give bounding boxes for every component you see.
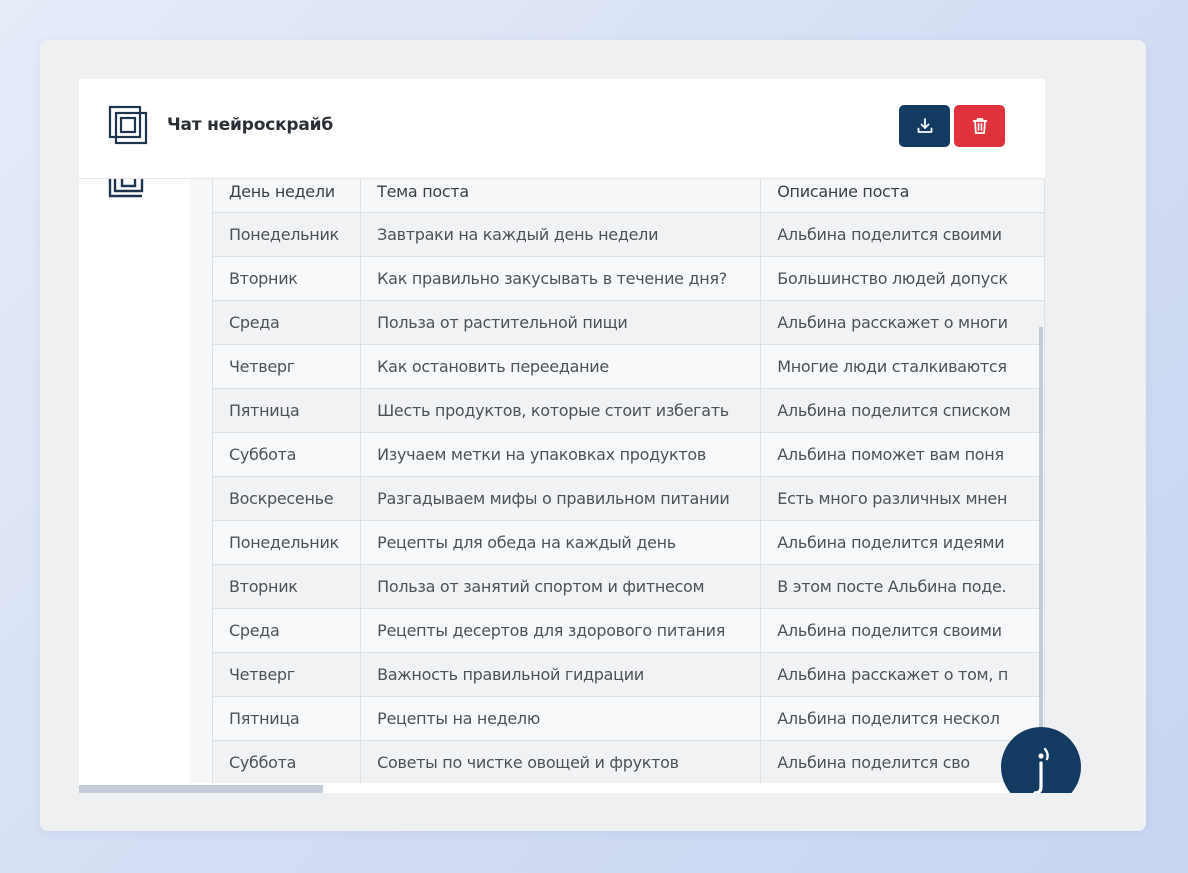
- app-title: Чат нейроскрайб: [167, 115, 334, 135]
- cell-description: Большинство людей допуск: [761, 257, 1045, 301]
- cell-day: Суббота: [213, 741, 361, 784]
- cell-topic: Изучаем метки на упаковках продуктов: [361, 433, 761, 477]
- table-row: [213, 477, 1045, 521]
- table-row: [213, 521, 1045, 565]
- cell-day: Четверг: [213, 653, 361, 697]
- table-row: [213, 697, 1045, 741]
- content-plan-table: [212, 170, 1045, 783]
- logo-icon: [108, 105, 148, 145]
- cell-day: Понедельник: [213, 521, 361, 565]
- cell-description: Альбина поможет вам поня: [761, 433, 1045, 477]
- chat-panel: [79, 79, 1045, 793]
- header-description: Описание поста: [761, 171, 1045, 213]
- cell-topic: Шесть продуктов, которые стоит избегать: [361, 389, 761, 433]
- cell-topic: Рецепты десертов для здорового питания: [361, 609, 761, 653]
- cell-day: Пятница: [213, 697, 361, 741]
- cell-description: Альбина поделится нескол: [761, 697, 1045, 741]
- trash-icon: [972, 117, 988, 135]
- download-button[interactable]: [899, 105, 950, 147]
- cell-day: Пятница: [213, 389, 361, 433]
- table-row: [213, 741, 1045, 784]
- chat-header: [79, 79, 1045, 179]
- cell-description: Многие люди сталкиваются: [761, 345, 1045, 389]
- cell-day: Четверг: [213, 345, 361, 389]
- download-icon: [916, 117, 934, 135]
- cell-description: Альбина поделится идеями: [761, 521, 1045, 565]
- cell-day: Вторник: [213, 565, 361, 609]
- cell-description: Альбина поделится своими: [761, 609, 1045, 653]
- cell-description: Альбина поделится списком: [761, 389, 1045, 433]
- cell-topic: Польза от растительной пищи: [361, 301, 761, 345]
- cell-day: Воскресенье: [213, 477, 361, 521]
- cell-topic: Советы по чистке овощей и фруктов: [361, 741, 761, 784]
- cell-day: Понедельник: [213, 213, 361, 257]
- vertical-scrollbar[interactable]: [1039, 327, 1043, 793]
- cell-day: Суббота: [213, 433, 361, 477]
- table-row: [213, 565, 1045, 609]
- cell-day: Вторник: [213, 257, 361, 301]
- cell-description: Альбина поделится своими: [761, 213, 1045, 257]
- table-row: [213, 257, 1045, 301]
- cell-day: Среда: [213, 609, 361, 653]
- cell-description: Альбина расскажет о том, п: [761, 653, 1045, 697]
- cell-topic: Польза от занятий спортом и фитнесом: [361, 565, 761, 609]
- cell-topic: Как правильно закусывать в течение дня?: [361, 257, 761, 301]
- header-day: День недели: [213, 171, 361, 213]
- delete-button[interactable]: [954, 105, 1005, 147]
- cell-description: Есть много различных мнен: [761, 477, 1045, 521]
- message-content: [190, 158, 1045, 783]
- table-row: [213, 653, 1045, 697]
- cell-topic: Как остановить переедание: [361, 345, 761, 389]
- cell-description: Альбина поделится сво: [761, 741, 1045, 784]
- table-row: [213, 433, 1045, 477]
- cell-topic: Рецепты для обеда на каждый день: [361, 521, 761, 565]
- table-row: [213, 609, 1045, 653]
- table-row: [213, 345, 1045, 389]
- cell-description: Альбина расскажет о многи: [761, 301, 1045, 345]
- cell-day: Среда: [213, 301, 361, 345]
- table-row: [213, 213, 1045, 257]
- cell-topic: Разгадываем мифы о правильном питании: [361, 477, 761, 521]
- cell-description: В этом посте Альбина поде.: [761, 565, 1045, 609]
- header-topic: Тема поста: [361, 171, 761, 213]
- cell-topic: Рецепты на неделю: [361, 697, 761, 741]
- table-row: [213, 389, 1045, 433]
- table-row: [213, 301, 1045, 345]
- horizontal-scrollbar[interactable]: [79, 785, 323, 793]
- window-bottom-edge: [40, 793, 1146, 831]
- cell-topic: Важность правильной гидрации: [361, 653, 761, 697]
- cell-topic: Завтраки на каждый день недели: [361, 213, 761, 257]
